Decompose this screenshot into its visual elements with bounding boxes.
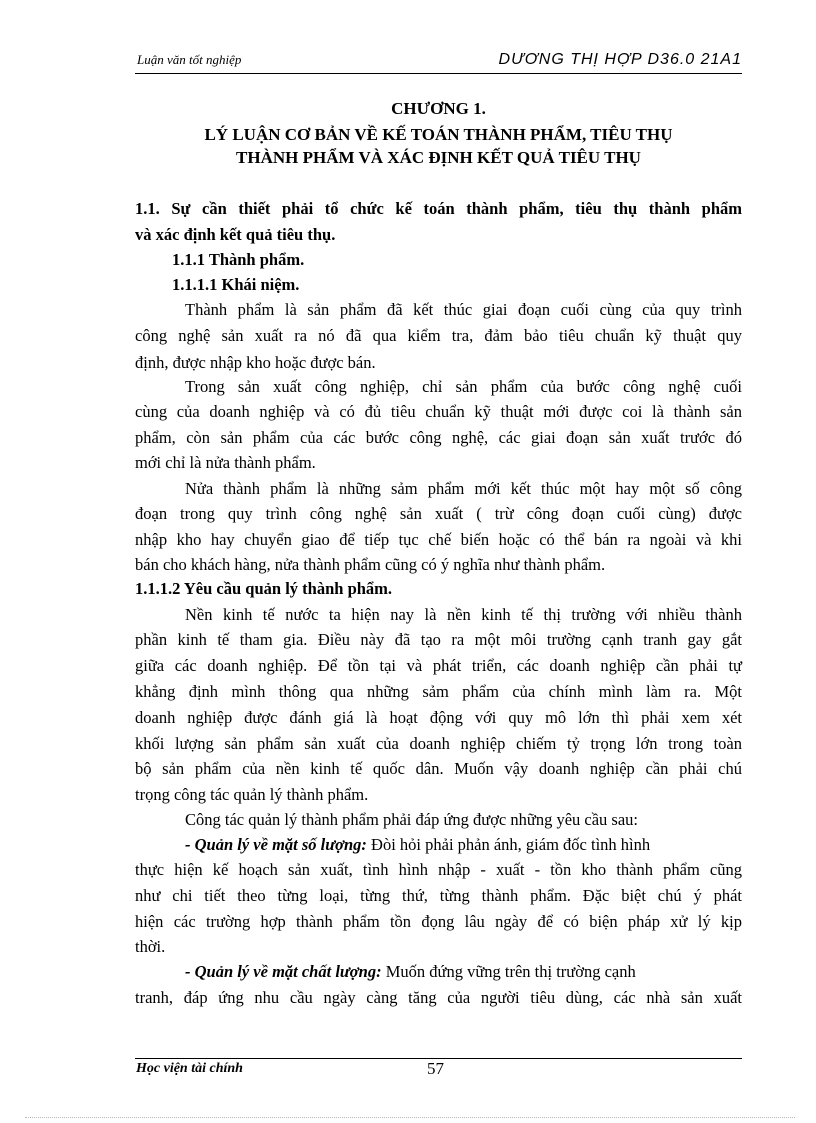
header-rule [135, 73, 742, 74]
page-header [135, 50, 742, 74]
paragraph-line: hiện các trường hợp thành phẩm tồn đọng lâu ngày để có biện pháp xử lý kịp [135, 912, 742, 931]
paragraph-line: khối lượng sản phẩm sản xuất của doanh nghiệp chiếm tỷ trọng lớn trong toàn [135, 734, 742, 753]
paragraph-line: phần kinh tế tham gia. Điều này đã tạo ra một môi trường cạnh tranh gay gắt [135, 630, 742, 649]
quantity-management-label: - Quản lý về mặt số lượng: [185, 835, 367, 854]
chapter-title-line-1: LÝ LUẬN CƠ BẢN VỀ KẾ TOÁN THÀNH PHẨM, TIÊU THỤ [204, 125, 673, 144]
quantity-management-line [185, 834, 742, 856]
header-thesis-label: Luận văn tốt nghiệp [137, 52, 242, 67]
chapter-number: CHƯƠNG 1. [391, 99, 486, 118]
paragraph-line: Trong sản xuất công nghiệp, chỉ sản phẩm của bước công nghệ cuối [185, 377, 742, 396]
chapter-title-line-2: THÀNH PHẨM VÀ XÁC ĐỊNH KẾT QUẢ TIÊU THỤ [236, 148, 641, 167]
paragraph-line: Thành phẩm là sản phẩm đã kết thúc giai đoạn cuối cùng của quy trình [185, 300, 742, 319]
page-bottom-divider [25, 1117, 795, 1118]
subsection-heading-1-1-1: 1.1.1 Thành phẩm. [172, 250, 305, 269]
quality-management-line [185, 961, 742, 983]
paragraph-line: Công tác quản lý thành phẩm phải đáp ứng được những yêu cầu sau: [185, 810, 638, 829]
paragraph-line: công nghệ sản xuất ra nó đã qua kiểm tra, đảm bảo tiêu chuẩn kỹ thuật quy [135, 326, 742, 345]
section-heading-1-1-cont: và xác định kết quả tiêu thụ. [135, 225, 336, 244]
paragraph-line: nhập kho hay chuyển giao để tiếp tục chế biến hoặc có thể bán ra ngoài và khi [135, 530, 742, 549]
paragraph-line: mới chỉ là nửa thành phẩm. [135, 453, 316, 472]
paragraph-line: phẩm, còn sản phẩm của các bước công nghệ, các giai đoạn sản xuất trước đó [135, 428, 742, 447]
paragraph-line: doanh nghiệp được đánh giá là hoạt động với quy mô lớn thì phải xem xét [135, 708, 742, 727]
paragraph-line: đoạn trong quy trình công nghệ sản xuất ( trừ công đoạn cuối cùng) được [135, 504, 742, 523]
paragraph-line: khẳng định mình thông qua những sảm phẩm của chính mình làm ra. Một [135, 682, 742, 701]
paragraph-line: bộ sản phẩm của nền kinh tế quốc dân. Muốn vậy doanh nghiệp cần phải chú [135, 759, 742, 778]
quantity-management-text: Đòi hỏi phải phản ánh, giám đốc tình hình [366, 835, 651, 854]
quality-management-label: - Quản lý về mặt chất lượng: [185, 962, 382, 981]
header-author: DƯƠNG THỊ HỢP D36.0 21A1 [498, 51, 742, 68]
paragraph-line: bán cho khách hàng, nửa thành phẩm cũng có ý nghĩa như thành phẩm. [135, 555, 606, 574]
paragraph-line: tranh, đáp ứng nhu cầu ngày càng tăng của người tiêu dùng, các nhà sản xuất [135, 988, 742, 1007]
paragraph-line: Nền kinh tế nước ta hiện nay là nền kinh tế thị trường với nhiều thành [185, 605, 742, 624]
paragraph-line: thời. [135, 937, 166, 956]
paragraph-line: Nửa thành phẩm là những sảm phẩm mới kết thúc một hay một số công [185, 479, 742, 498]
subsection-heading-1-1-1-1: 1.1.1.1 Khái niệm. [172, 275, 300, 294]
paragraph-line: như chi tiết theo từng loại, từng thứ, từng thành phẩm. Đặc biệt chú ý phát [135, 886, 742, 905]
paragraph-line: giữa các doanh nghiệp. Để tồn tại và phát triển, các doanh nghiệp cần phải tự [135, 656, 742, 675]
page-number: 57 [427, 1059, 444, 1078]
quality-management-text: Muốn đứng vững trên thị trường cạnh [381, 962, 636, 981]
subsection-heading-1-1-1-2: 1.1.1.2 Yêu cầu quản lý thành phẩm. [135, 579, 393, 598]
footer-institution: Học viện tài chính [136, 1061, 243, 1076]
section-heading-1-1: 1.1. Sự cần thiết phải tổ chức kế toán thành phẩm, tiêu thụ thành phẩm [135, 199, 742, 218]
paragraph-line: thực hiện kế hoạch sản xuất, tình hình nhập - xuất - tồn kho thành phẩm cũng [135, 860, 742, 879]
paragraph-line: trọng công tác quản lý thành phẩm. [135, 785, 369, 804]
paragraph-line: cùng của doanh nghiệp và có đủ tiêu chuẩn kỹ thuật mới được coi là thành sản [135, 402, 742, 421]
paragraph-line: định, được nhập kho hoặc được bán. [135, 353, 376, 372]
